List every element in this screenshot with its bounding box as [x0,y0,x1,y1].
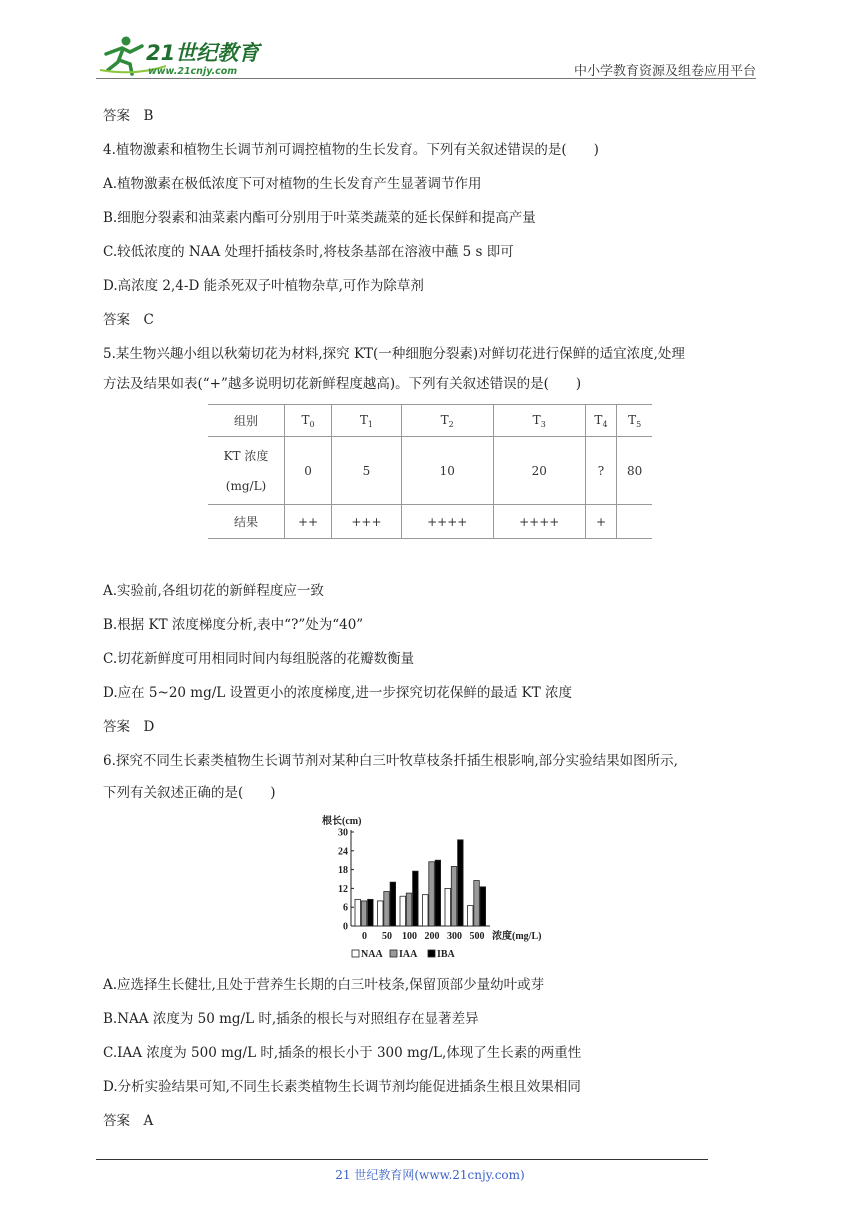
table-cell-label: KT 浓度 (mg/L) [208,437,285,505]
q4-option-d: D.高浓度 2,4-D 能杀死双子叶植物杂草,可作为除草剂 [103,278,424,294]
y-tick-label: 18 [338,865,348,877]
q4-option-c: C.较低浓度的 NAA 处理扦插枝条时,将枝条基部在溶液中蘸 5 s 即可 [103,244,514,260]
table-header-cell: $T_0$ [285,405,332,437]
header-divider [96,78,756,79]
table-cell: 10 [401,437,493,505]
y-tick-label: 30 [338,827,348,839]
table-header-cell: $T_4$ [585,405,617,437]
table-cell: ++++ [401,505,493,539]
q5-stem-line2: 方法及结果如表(“+”越多说明切花新鲜程度越高)。下列有关叙述错误的是( ) [103,376,582,392]
bar-iba-100 [413,871,419,926]
q4-option-b: B.细胞分裂素和油菜素内酯可分别用于叶菜类蔬菜的延长保鲜和提高产量 [103,210,536,226]
site-title: 中小学教育资源及组卷应用平台 [573,64,756,79]
legend-swatch-iaa [390,950,397,957]
bar-iba-500 [480,887,486,926]
x-axis-label: 浓度(mg/L) [492,931,542,942]
bar-iaa-50 [384,892,390,926]
kt-table [208,404,652,539]
y-tick-label: 6 [343,902,348,914]
q6-option-b: B.NAA 浓度为 50 mg/L 时,插条的根长与对照组存在显著差异 [103,1011,479,1027]
legend-label-naa: NAA [361,949,383,960]
bar-iaa-300 [451,866,457,926]
q5-option-c: C.切花新鲜度可用相同时间内每组脱落的花瓣数衡量 [103,651,415,667]
q4-option-a: A.植物激素在极低浓度下可对植物的生长发育产生显著调节作用 [103,176,482,192]
table-cell: 0 [285,437,332,505]
footer-text: 21 世纪教育网(www.21cnjy.com) [335,1168,525,1182]
x-tick-label: 50 [381,931,392,942]
legend-label-iaa: IAA [399,949,418,960]
logo-text: 21世纪教育 [146,41,260,65]
table-row-kt [208,437,652,505]
bar-iaa-500 [474,881,480,926]
y-axis-label: 根长(cm) [322,816,362,827]
q6-option-d: D.分析实验结果可知,不同生长素类植物生长调节剂均能促进插条生根且效果相同 [103,1079,581,1095]
answer-prev: 答案 B [103,108,154,124]
table-cell [617,505,652,539]
table-header-cell: $T_5$ [617,405,652,437]
bar-naa-500 [468,906,474,926]
table-header-cell: $T_3$ [493,405,585,437]
table-cell: 20 [493,437,585,505]
q5-stem-line1: 5.某生物兴趣小组以秋菊切花为材料,探究 KT(一种细胞分裂素)对鲜切花进行保鲜的适宜浓度,处理 [103,346,685,362]
table-cell: ++++ [493,505,585,539]
bar-naa-100 [400,896,406,926]
q6-stem-line2: 下列有关叙述正确的是( ) [103,785,276,801]
q5-option-a: A.实验前,各组切花的新鲜程度应一致 [103,583,324,599]
bar-iaa-200 [429,862,435,926]
table-row-groups [208,405,652,437]
table-cell: 80 [617,437,652,505]
table-row-results [208,505,652,539]
footer-divider [96,1159,708,1160]
table-header-cell: $T_1$ [332,405,402,437]
legend-swatch-naa [352,950,359,957]
legend-label-iba: IBA [437,949,455,960]
bar-iba-0 [368,899,374,926]
x-tick-label: 200 [424,931,440,942]
table-header-cell: $T_2$ [401,405,493,437]
bar-iba-200 [435,860,441,926]
q4-stem: 4.植物激素和植物生长调节剂可调控植物的生长发育。下列有关叙述错误的是( ) [103,142,599,158]
table-cell-label: 结果 [208,505,285,539]
y-tick-label: 12 [338,883,348,895]
table-cell: ? [585,437,617,505]
bar-naa-200 [423,895,429,926]
root-length-chart [318,812,542,964]
q6-stem-line1: 6.探究不同生长素类植物生长调节剂对某种白三叶牧草枝条扦插生根影响,部分实验结果如图所示, [103,753,678,769]
table-cell: 5 [332,437,402,505]
bar-naa-300 [445,888,451,926]
y-tick-label: 24 [338,846,348,858]
q4-answer: 答案 C [103,312,154,328]
q5-option-b: B.根据 KT 浓度梯度分析,表中“?”处为“40” [103,617,364,633]
site-logo [96,34,266,78]
bar-naa-0 [355,899,361,926]
q6-answer: 答案 A [103,1113,154,1129]
table-cell: +++ [332,505,402,539]
legend-swatch-iba [428,950,435,957]
bar-iaa-100 [406,893,412,926]
logo-url: www.21cnjy.com [148,66,238,77]
table-header-cell: 组别 [208,405,285,437]
x-tick-label: 300 [446,931,462,942]
x-tick-label: 500 [469,931,485,942]
q5-answer: 答案 D [103,719,155,735]
y-tick-label: 0 [343,921,348,933]
q5-option-d: D.应在 5~20 mg/L 设置更小的浓度梯度,进一步探究切花保鲜的最适 KT 浓度 [103,685,573,701]
x-tick-label: 0 [361,931,367,942]
x-tick-label: 100 [401,931,417,942]
bar-iba-300 [458,840,464,926]
bar-iba-50 [390,882,396,926]
table-cell: + [585,505,617,539]
bar-iaa-0 [361,901,367,926]
bar-naa-50 [378,901,384,926]
q6-option-a: A.应选择生长健壮,且处于营养生长期的白三叶枝条,保留顶部少量幼叶或芽 [103,977,545,993]
table-cell: ++ [285,505,332,539]
q6-option-c: C.IAA 浓度为 500 mg/L 时,插条的根长小于 300 mg/L,体现了生长素的两重性 [103,1045,582,1061]
